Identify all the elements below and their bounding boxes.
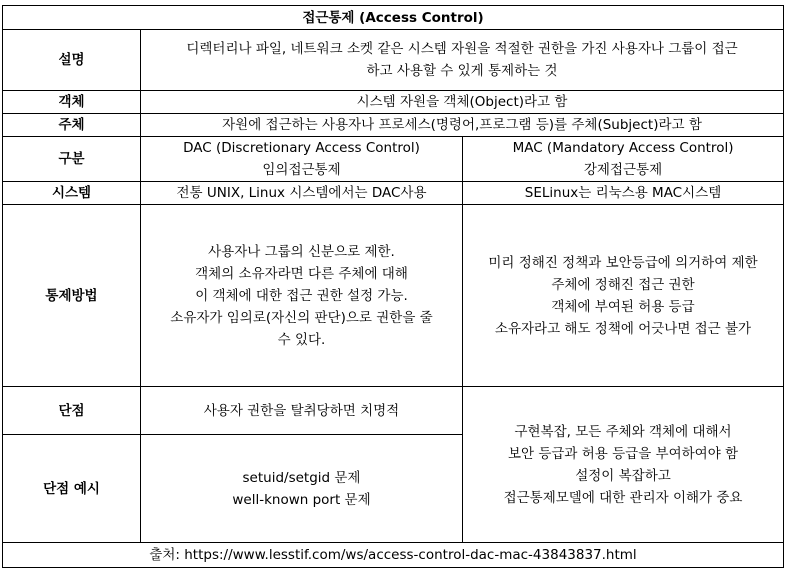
type-mac-cell <box>463 137 784 182</box>
object-cell: 시스템 자원을 객체(Object)라고 함 <box>141 91 784 114</box>
method-dac-line-3: 이 객체에 대한 접근 권한 설정 가능. <box>195 287 408 304</box>
label-weakness: 단점 <box>3 387 141 435</box>
dac-name: DAC (Discretionary Access Control) <box>183 140 420 156</box>
method-dac-line-5: 수 있다. <box>277 331 326 348</box>
mac-korean-name: 강제접근통제 <box>583 162 663 178</box>
table-title: 접근통제 (Access Control) <box>3 6 784 30</box>
weakness-mac-cell <box>463 387 784 543</box>
method-dac-line-1: 사용자나 그룹의 신분으로 제한. <box>208 243 395 260</box>
title-row <box>3 6 784 30</box>
label-type: 구분 <box>3 137 141 182</box>
weakness-mac-line-4: 접근통제모델에 대한 관리자 이해가 중요 <box>503 489 743 506</box>
method-mac-line-4: 소유자라고 해도 정책에 어긋나면 접근 불가 <box>494 320 752 337</box>
description-cell <box>141 30 784 91</box>
weakness-mac-line-3: 설정이 복잡하고 <box>575 467 671 484</box>
row-object <box>3 91 784 114</box>
label-control-method: 통제방법 <box>3 205 141 387</box>
row-type <box>3 137 784 182</box>
example-dac-cell <box>141 435 463 543</box>
label-subject: 주체 <box>3 114 141 137</box>
example-line-2: well-known port 문제 <box>232 491 371 508</box>
row-control-method <box>3 205 784 387</box>
label-weakness-example: 단점 예시 <box>3 435 141 543</box>
type-dac-cell <box>141 137 463 182</box>
method-mac-line-2: 주체에 정해진 접근 권한 <box>551 276 695 293</box>
description-line-1: 디렉터리나 파일, 네트워크 소켓 같은 시스템 자원을 적절한 권한을 가진 사용자나 그룹이 접근 <box>186 41 738 57</box>
label-description: 설명 <box>3 30 141 91</box>
row-system <box>3 182 784 205</box>
subject-cell: 자원에 접근하는 사용자나 프로세스(명령어,프로그램 등)를 주체(Subject)라고 함 <box>141 114 784 137</box>
dac-korean-name: 임의접근통제 <box>262 162 341 178</box>
system-mac-cell: SELinux는 리눅스용 MAC시스템 <box>463 182 784 205</box>
system-dac-cell: 전통 UNIX, Linux 시스템에서는 DAC사용 <box>141 182 463 205</box>
weakness-dac-cell: 사용자 권한을 탈취당하면 치명적 <box>141 387 463 435</box>
source-citation: 출처: https://www.lesstif.com/ws/access-control-dac-mac-43843837.html <box>3 543 784 568</box>
row-subject <box>3 114 784 137</box>
row-description <box>3 30 784 91</box>
method-mac-line-1: 미리 정해진 정책과 보안등급에 의거하여 제한 <box>488 254 758 271</box>
row-weakness <box>3 387 784 435</box>
example-line-1: setuid/setgid 문제 <box>242 469 361 486</box>
label-object: 객체 <box>3 91 141 114</box>
method-dac-cell <box>141 205 463 387</box>
weakness-mac-line-2: 보안 등급과 허용 등급을 부여하여야 함 <box>507 445 739 462</box>
weakness-mac-line-1: 구현복잡, 모든 주체와 객체에 대해서 <box>514 423 732 440</box>
method-dac-line-4: 소유자가 임의로(자신의 판단)으로 권한을 줄 <box>170 309 433 326</box>
method-dac-line-2: 객체의 소유자라면 다른 주체에 대해 <box>195 265 408 282</box>
method-mac-cell <box>463 205 784 387</box>
mac-name: MAC (Mandatory Access Control) <box>512 140 734 156</box>
access-control-table <box>2 5 784 568</box>
label-system: 시스템 <box>3 182 141 205</box>
description-line-2: 하고 사용할 수 있게 통제하는 것 <box>366 63 558 79</box>
method-mac-line-3: 객체에 부여된 허용 등급 <box>551 298 695 315</box>
